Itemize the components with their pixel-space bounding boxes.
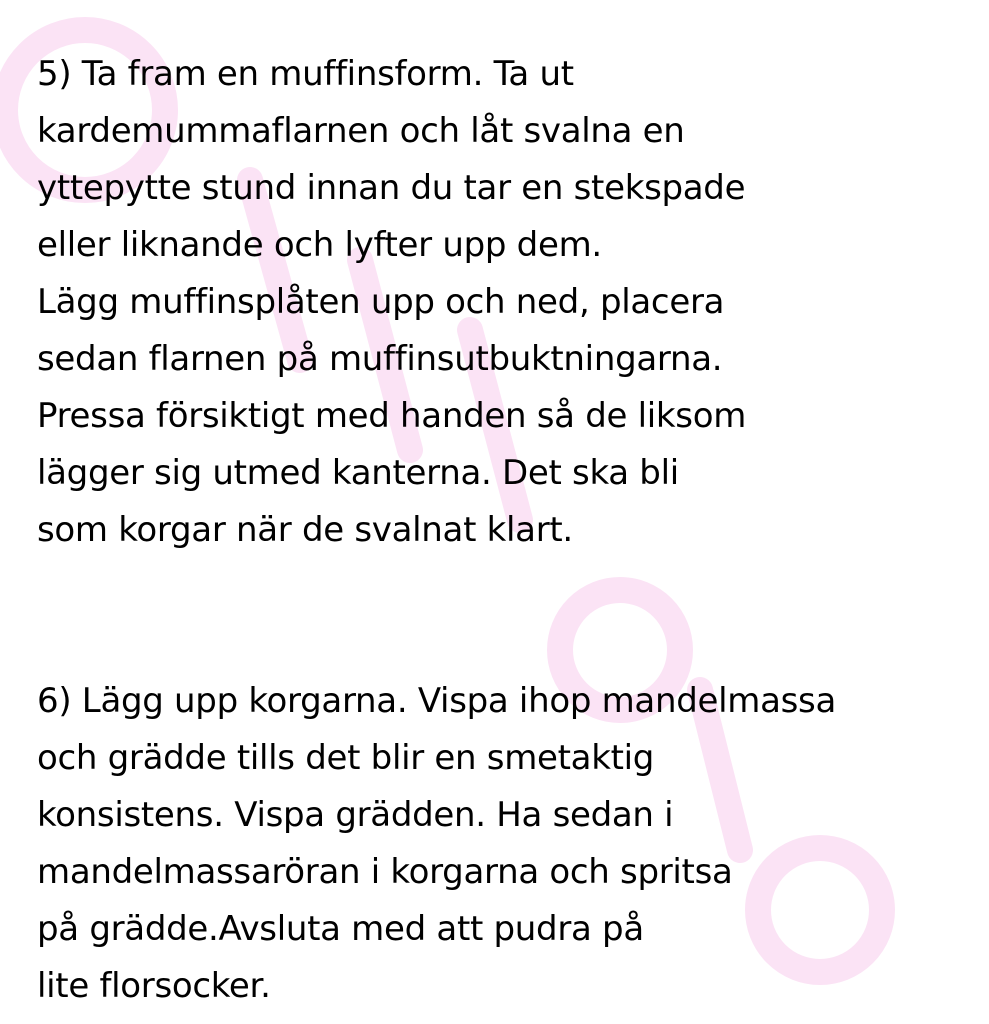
step-line: 6) Lägg upp korgarna. Vispa ihop mandelmassa [37, 681, 836, 721]
recipe-step-5 [37, 46, 977, 559]
step-line: och grädde tills det blir en smetaktig [37, 738, 655, 778]
step-line: sedan flarnen på muffinsutbuktningarna. [37, 339, 723, 379]
step-line: Lägg muffinsplåten upp och ned, placera [37, 282, 725, 322]
step-line: eller liknande och lyfter upp dem. [37, 225, 602, 265]
recipe-step-6 [37, 673, 977, 1015]
step-line: lägger sig utmed kanterna. Det ska bli [37, 453, 679, 493]
step-line: konsistens. Vispa grädden. Ha sedan i [37, 795, 674, 835]
step-line: Pressa försiktigt med handen så de liksom [37, 396, 747, 436]
step-line: kardemummaflarnen och låt svalna en [37, 111, 685, 151]
step-line: yttepytte stund innan du tar en stekspade [37, 168, 746, 208]
recipe-steps [37, 46, 977, 1015]
step-line: 5) Ta fram en muffinsform. Ta ut [37, 54, 574, 94]
step-line: på grädde.Avsluta med att pudra på [37, 909, 644, 949]
step-line: som korgar när de svalnat klart. [37, 510, 573, 550]
step-line: lite florsocker. [37, 966, 271, 1006]
step-line: mandelmassaröran i korgarna och spritsa [37, 852, 733, 892]
